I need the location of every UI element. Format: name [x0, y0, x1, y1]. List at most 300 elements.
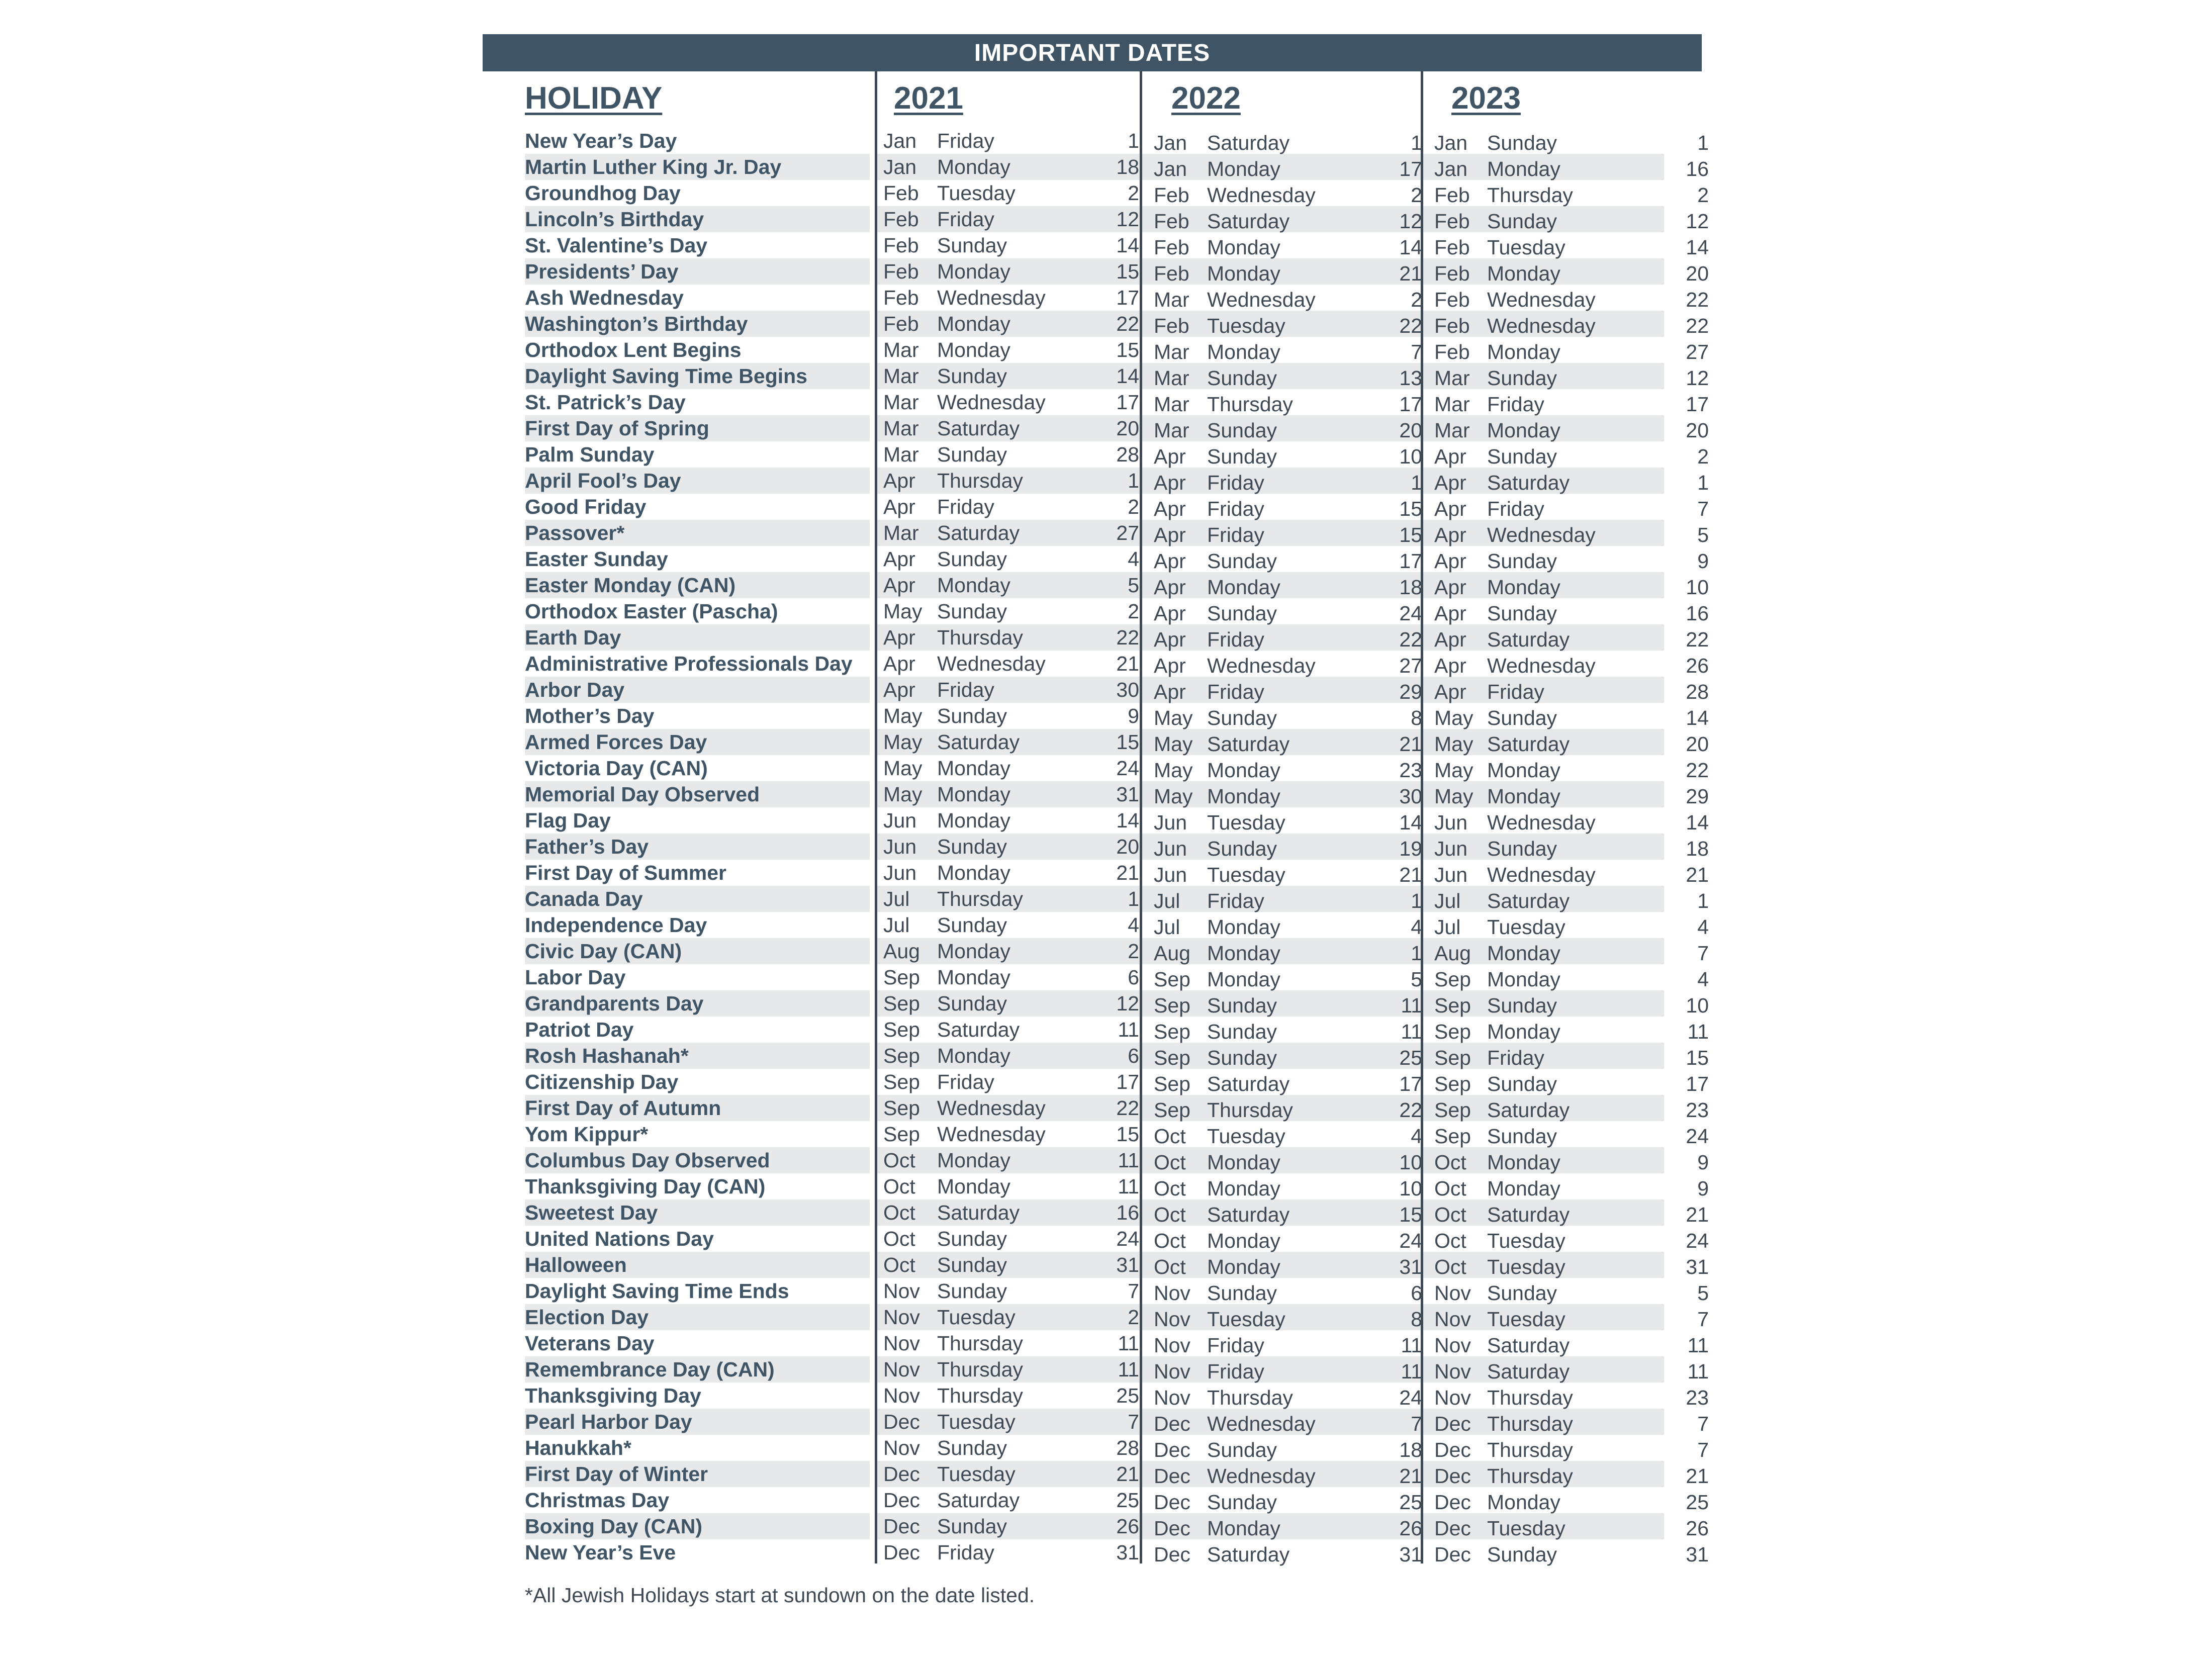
year-2022-weekday: Tuesday [1207, 314, 1285, 337]
year-2022-weekday: Sunday [1207, 1491, 1277, 1514]
holiday-name: St. Valentine’s Day [525, 234, 708, 257]
year-2021-month: Mar [883, 521, 919, 544]
year-2021-month: Apr [883, 626, 915, 649]
holiday-name: Administrative Professionals Day [525, 652, 853, 675]
year-2022-month: Jan [1154, 157, 1187, 180]
holiday-name: Presidents’ Day [525, 260, 679, 283]
year-2022-day: 2 [1411, 288, 1422, 311]
year-2022-month: Jul [1154, 915, 1180, 939]
year-2021-weekday: Sunday [937, 913, 1007, 937]
year-2023-weekday: Wednesday [1487, 811, 1596, 834]
year-2022-month: Sep [1154, 1046, 1190, 1069]
year-2023-weekday: Wednesday [1487, 288, 1596, 311]
year-2022-month: Sep [1154, 1020, 1190, 1043]
year-2021-day: 21 [1116, 861, 1139, 884]
year-2023-month: Mar [1434, 419, 1470, 442]
year-2022-day: 29 [1399, 680, 1422, 703]
year-2023-weekday: Monday [1487, 340, 1560, 363]
year-2022-day: 4 [1411, 915, 1422, 939]
year-2022-day: 21 [1399, 1464, 1422, 1488]
year-2022-day: 15 [1399, 523, 1422, 546]
year-2022-weekday: Monday [1207, 915, 1280, 939]
year-2023-day: 17 [1686, 393, 1709, 416]
holiday-name: First Day of Summer [525, 861, 726, 884]
year-2021-month: Dec [883, 1410, 920, 1433]
year-2023-weekday: Tuesday [1487, 1517, 1565, 1540]
year-2023-weekday: Friday [1487, 497, 1544, 520]
year-2023-day: 12 [1686, 210, 1709, 233]
year-2021-month: Nov [883, 1306, 920, 1329]
year-2022-day: 12 [1399, 210, 1422, 233]
holiday-name: Easter Sunday [525, 547, 668, 571]
year-2021-weekday: Sunday [937, 992, 1007, 1015]
year-2023-day: 5 [1697, 1281, 1709, 1305]
year-2021-day: 15 [1116, 338, 1139, 361]
year-2023-month: Mar [1434, 393, 1470, 416]
row-stripe [1142, 886, 1421, 912]
year-2021-weekday: Wednesday [937, 286, 1046, 309]
year-2021-day: 4 [1128, 547, 1139, 571]
holiday-name: New Year’s Day [525, 129, 677, 152]
year-2022-day: 14 [1399, 811, 1422, 834]
year-2023-day: 11 [1687, 1360, 1709, 1383]
year-2022-month: Oct [1154, 1203, 1186, 1226]
year-2022-month: Jun [1154, 863, 1187, 886]
year-2023-day: 22 [1686, 759, 1709, 782]
year-2022-day: 17 [1399, 1072, 1422, 1095]
year-2023-month: Oct [1434, 1203, 1466, 1226]
year-2023-month: Sep [1434, 1020, 1471, 1043]
year-2021-weekday: Saturday [937, 1489, 1020, 1512]
holiday-name: Martin Luther King Jr. Day [525, 155, 782, 178]
year-2023-day: 1 [1697, 889, 1709, 912]
year-2021-weekday: Friday [937, 678, 994, 701]
year-2022-weekday: Sunday [1207, 706, 1277, 729]
holiday-name: Rosh Hashanah* [525, 1044, 689, 1067]
footnote: *All Jewish Holidays start at sundown on the date listed. [525, 1584, 1035, 1607]
year-2021-month: May [883, 730, 923, 754]
holiday-name: Arbor Day [525, 678, 625, 701]
holiday-name: Washington’s Birthday [525, 312, 748, 335]
year-2021-day: 14 [1116, 809, 1139, 832]
year-2023-month: Oct [1434, 1177, 1466, 1200]
year-2023-day: 4 [1697, 915, 1709, 939]
year-2022-month: Nov [1154, 1334, 1190, 1357]
year-2022-day: 11 [1401, 994, 1422, 1017]
year-2023-month: May [1434, 732, 1473, 756]
year-2021-day: 16 [1116, 1201, 1139, 1224]
year-2021-weekday: Saturday [937, 730, 1020, 754]
year-2021-month: Nov [883, 1279, 920, 1303]
year-2022-month: Sep [1154, 968, 1190, 991]
year-2022-day: 20 [1399, 419, 1422, 442]
year-2023-month: Oct [1434, 1151, 1466, 1174]
year-2023-weekday: Saturday [1487, 889, 1570, 912]
year-2023-month: Nov [1434, 1360, 1471, 1383]
year-2022-weekday: Monday [1207, 576, 1280, 599]
year-2022-weekday: Monday [1207, 157, 1280, 180]
year-2022-weekday: Thursday [1207, 1098, 1293, 1122]
year-2021-weekday: Sunday [937, 1227, 1007, 1250]
year-2021-month: Sep [883, 1018, 920, 1041]
year-2021-day: 17 [1116, 1070, 1139, 1093]
year-2022-day: 22 [1399, 628, 1422, 651]
year-2023-weekday: Thursday [1487, 1438, 1573, 1461]
year-2022-day: 17 [1399, 157, 1422, 180]
year-2022-weekday: Sunday [1207, 366, 1277, 390]
year-2021-weekday: Monday [937, 155, 1010, 178]
year-2022-weekday: Monday [1207, 262, 1280, 285]
year-2023-day: 10 [1686, 994, 1709, 1017]
year-2021-weekday: Wednesday [937, 1123, 1046, 1146]
year-2022-weekday: Thursday [1207, 393, 1293, 416]
year-2023-month: Sep [1434, 994, 1471, 1017]
year-2023-weekday: Sunday [1487, 602, 1557, 625]
year-2022-day: 1 [1411, 131, 1422, 154]
year-2022-month: Dec [1154, 1438, 1190, 1461]
holiday-name: Good Friday [525, 495, 647, 518]
year-2021-month: May [883, 600, 923, 623]
year-2023-weekday: Monday [1487, 942, 1560, 965]
year-2022-month: Nov [1154, 1386, 1190, 1409]
year-2022-month: Jul [1154, 889, 1180, 912]
year-2021-day: 2 [1128, 495, 1139, 518]
year-2021-weekday: Thursday [937, 887, 1023, 910]
year-2023-month: Apr [1434, 497, 1466, 520]
holiday-name: Memorial Day Observed [525, 783, 760, 806]
year-2021-weekday: Monday [937, 260, 1010, 283]
year-2022-weekday: Wednesday [1207, 183, 1316, 207]
year-2023-weekday: Sunday [1487, 1072, 1557, 1095]
year-2023-month: May [1434, 785, 1473, 808]
holiday-name: Christmas Day [525, 1489, 670, 1512]
year-2022-day: 17 [1399, 393, 1422, 416]
year-2023-month: Dec [1434, 1491, 1471, 1514]
year-2021-weekday: Sunday [937, 364, 1007, 388]
year-2021-weekday: Monday [937, 312, 1010, 335]
year-2022-weekday: Sunday [1207, 445, 1277, 468]
year-2023-weekday: Sunday [1487, 131, 1557, 154]
year-2022-day: 1 [1411, 942, 1422, 965]
year-2022-weekday: Tuesday [1207, 1308, 1285, 1331]
holiday-name: Labor Day [525, 966, 626, 989]
year-2023-day: 5 [1697, 523, 1709, 546]
year-2021-weekday: Thursday [937, 1332, 1023, 1355]
year-2021-month: May [883, 704, 923, 727]
year-2021-month: Apr [883, 652, 915, 675]
year-2023-weekday: Saturday [1487, 471, 1570, 494]
holiday-name: Grandparents Day [525, 992, 704, 1015]
year-2023-weekday: Sunday [1487, 1125, 1557, 1148]
year-2023-month: Feb [1434, 262, 1470, 285]
year-2023-month: Feb [1434, 288, 1470, 311]
year-2022-weekday: Monday [1207, 1151, 1280, 1174]
holiday-name: Groundhog Day [525, 181, 681, 205]
year-2023-day: 28 [1686, 680, 1709, 703]
year-2022-weekday: Sunday [1207, 1281, 1277, 1305]
year-2021-month: Mar [883, 443, 919, 466]
year-2021-month: Sep [883, 1123, 920, 1146]
year-2023-header: 2023 [1451, 81, 1521, 116]
year-2022-month: Oct [1154, 1255, 1186, 1278]
year-2022-month: Oct [1154, 1177, 1186, 1200]
year-2022-weekday: Saturday [1207, 1543, 1290, 1566]
year-2022-day: 8 [1411, 706, 1422, 729]
year-2022-month: Feb [1154, 210, 1189, 233]
year-2023-weekday: Wednesday [1487, 523, 1596, 546]
year-2021-month: Sep [883, 966, 920, 989]
holiday-name: Earth Day [525, 626, 621, 649]
year-2021-weekday: Monday [937, 1175, 1010, 1198]
year-2021-month: Dec [883, 1489, 920, 1512]
year-2021-weekday: Tuesday [937, 1410, 1016, 1433]
year-2023-day: 14 [1686, 236, 1709, 259]
year-2021-weekday: Wednesday [937, 652, 1046, 675]
year-2023-month: Feb [1434, 314, 1470, 337]
holiday-name: Armed Forces Day [525, 730, 707, 754]
year-2023-month: Jun [1434, 811, 1468, 834]
year-2021-month: Mar [883, 417, 919, 440]
year-2021-weekday: Tuesday [937, 1306, 1016, 1329]
year-2021-day: 14 [1116, 234, 1139, 257]
year-2023-month: Sep [1434, 1046, 1471, 1069]
year-2022-weekday: Monday [1207, 1517, 1280, 1540]
year-2022-day: 23 [1399, 759, 1422, 782]
year-2023-weekday: Friday [1487, 393, 1544, 416]
year-2022-day: 15 [1399, 497, 1422, 520]
year-2022-day: 25 [1399, 1491, 1422, 1514]
year-2022-weekday: Friday [1207, 680, 1264, 703]
year-2023-day: 16 [1686, 157, 1709, 180]
year-2023-weekday: Monday [1487, 785, 1560, 808]
year-2023-month: Jan [1434, 157, 1468, 180]
year-2022-month: Nov [1154, 1360, 1190, 1383]
holiday-name: Veterans Day [525, 1332, 655, 1355]
year-2022-day: 17 [1399, 549, 1422, 573]
year-2023-day: 9 [1697, 549, 1709, 573]
year-2022-day: 15 [1399, 1203, 1422, 1226]
holiday-name: Pearl Harbor Day [525, 1410, 692, 1433]
year-2022-month: Oct [1154, 1125, 1186, 1148]
year-2021-day: 12 [1116, 208, 1139, 231]
year-2022-month: Feb [1154, 262, 1189, 285]
year-2022-month: Dec [1154, 1543, 1190, 1566]
year-2023-day: 7 [1697, 1308, 1709, 1331]
year-2021-day: 31 [1116, 1253, 1139, 1276]
year-2021-day: 2 [1128, 181, 1139, 205]
year-2021-weekday: Monday [937, 966, 1010, 989]
holiday-name: St. Patrick’s Day [525, 391, 686, 414]
holiday-name: Daylight Saving Time Ends [525, 1279, 789, 1303]
year-2023-weekday: Tuesday [1487, 236, 1565, 259]
year-2023-weekday: Sunday [1487, 706, 1557, 729]
year-2021-month: Jun [883, 809, 917, 832]
year-2023-weekday: Tuesday [1487, 1255, 1565, 1278]
year-2023-month: Dec [1434, 1412, 1471, 1435]
year-2022-weekday: Saturday [1207, 210, 1290, 233]
year-2021-weekday: Sunday [937, 443, 1007, 466]
year-2022-weekday: Monday [1207, 785, 1280, 808]
year-2022-day: 27 [1399, 654, 1422, 677]
year-2022-month: Apr [1154, 576, 1186, 599]
year-2022-day: 10 [1399, 1151, 1422, 1174]
year-2022-weekday: Monday [1207, 759, 1280, 782]
year-2023-weekday: Saturday [1487, 1098, 1570, 1122]
year-2023-weekday: Thursday [1487, 183, 1573, 207]
year-2023-day: 16 [1686, 602, 1709, 625]
year-2022-weekday: Sunday [1207, 1020, 1277, 1043]
year-2021-day: 5 [1128, 574, 1139, 597]
year-2022-weekday: Monday [1207, 236, 1280, 259]
year-2021-day: 24 [1116, 757, 1139, 780]
year-2021-day: 28 [1116, 443, 1139, 466]
year-2021-day: 26 [1116, 1515, 1139, 1538]
year-2023-weekday: Saturday [1487, 1334, 1570, 1357]
year-2022-weekday: Thursday [1207, 1386, 1293, 1409]
year-2021-weekday: Monday [937, 338, 1010, 361]
year-2023-day: 11 [1687, 1020, 1709, 1043]
holiday-name: Sweetest Day [525, 1201, 658, 1224]
year-2022-weekday: Monday [1207, 942, 1280, 965]
year-2023-month: Oct [1434, 1229, 1466, 1252]
year-2023-day: 17 [1686, 1072, 1709, 1095]
holiday-name: First Day of Spring [525, 417, 709, 440]
year-2023-day: 29 [1686, 785, 1709, 808]
year-2021-weekday: Monday [937, 1149, 1010, 1172]
year-2023-month: Apr [1434, 549, 1466, 573]
year-2023-month: Nov [1434, 1334, 1471, 1357]
year-2023-day: 7 [1697, 942, 1709, 965]
year-2021-day: 12 [1116, 992, 1139, 1015]
year-2023-day: 10 [1686, 576, 1709, 599]
year-2022-weekday: Sunday [1207, 549, 1277, 573]
year-2022-month: May [1154, 706, 1193, 729]
year-2022-weekday: Friday [1207, 628, 1264, 651]
year-2023-month: Sep [1434, 1098, 1471, 1122]
holiday-name: United Nations Day [525, 1227, 714, 1250]
year-2023-month: Dec [1434, 1543, 1471, 1566]
year-2023-month: Apr [1434, 576, 1466, 599]
year-2021-month: Feb [883, 234, 919, 257]
year-2023-day: 23 [1686, 1098, 1709, 1122]
year-2021-weekday: Sunday [937, 1279, 1007, 1303]
year-2023-month: Nov [1434, 1281, 1471, 1305]
year-2021-month: Oct [883, 1175, 915, 1198]
year-2023-month: Apr [1434, 602, 1466, 625]
year-2021-day: 21 [1116, 652, 1139, 675]
year-2021-month: Oct [883, 1149, 915, 1172]
year-2022-day: 7 [1411, 340, 1422, 363]
year-2021-month: Feb [883, 181, 919, 205]
year-2022-weekday: Wednesday [1207, 288, 1316, 311]
year-2021-day: 7 [1128, 1279, 1139, 1303]
year-2021-day: 2 [1128, 600, 1139, 623]
year-2023-month: Jul [1434, 889, 1461, 912]
year-2023-weekday: Saturday [1487, 1203, 1570, 1226]
year-2022-day: 19 [1399, 837, 1422, 860]
year-2022-month: Feb [1154, 236, 1189, 259]
year-2021-day: 2 [1128, 1306, 1139, 1329]
year-2022-month: Nov [1154, 1281, 1190, 1305]
year-2022-month: Apr [1154, 549, 1186, 573]
year-2022-month: Sep [1154, 994, 1190, 1017]
holiday-name: Orthodox Easter (Pascha) [525, 600, 778, 623]
year-2022-day: 22 [1399, 1098, 1422, 1122]
year-2021-month: Nov [883, 1358, 920, 1381]
year-2021-month: Feb [883, 312, 919, 335]
year-2021-weekday: Sunday [937, 234, 1007, 257]
year-2021-month: Aug [883, 940, 920, 963]
year-2021-weekday: Sunday [937, 704, 1007, 727]
year-2023-weekday: Saturday [1487, 732, 1570, 756]
year-2023-weekday: Thursday [1487, 1412, 1573, 1435]
year-2021-month: Nov [883, 1436, 920, 1459]
year-2023-weekday: Sunday [1487, 1543, 1557, 1566]
year-2023-day: 1 [1697, 471, 1709, 494]
year-2023-month: Jan [1434, 131, 1468, 154]
year-2021-weekday: Tuesday [937, 181, 1016, 205]
year-2022-month: Jun [1154, 837, 1187, 860]
year-2023-weekday: Saturday [1487, 628, 1570, 651]
year-2022-weekday: Saturday [1207, 732, 1290, 756]
year-2022-weekday: Monday [1207, 968, 1280, 991]
year-2021-day: 22 [1116, 312, 1139, 335]
year-2021-day: 9 [1128, 704, 1139, 727]
year-2022-weekday: Wednesday [1207, 1412, 1316, 1435]
year-2021-weekday: Thursday [937, 626, 1023, 649]
year-2022-month: Apr [1154, 523, 1186, 546]
year-2021-day: 22 [1116, 626, 1139, 649]
year-2023-day: 14 [1686, 811, 1709, 834]
year-2021-month: Oct [883, 1253, 915, 1276]
year-2022-month: Nov [1154, 1308, 1190, 1331]
year-2021-month: Oct [883, 1227, 915, 1250]
year-2021-day: 6 [1128, 966, 1139, 989]
year-2023-weekday: Tuesday [1487, 915, 1565, 939]
year-2021-day: 27 [1116, 521, 1139, 544]
year-2023-month: Jun [1434, 863, 1468, 886]
year-2021-month: May [883, 757, 923, 780]
year-2022-month: Sep [1154, 1098, 1190, 1122]
year-2021-weekday: Monday [937, 861, 1010, 884]
year-2021-day: 11 [1118, 1018, 1139, 1041]
year-2021-weekday: Tuesday [937, 1462, 1016, 1486]
year-2021-month: Oct [883, 1201, 915, 1224]
year-2023-month: Aug [1434, 942, 1471, 965]
year-2023-weekday: Sunday [1487, 366, 1557, 390]
year-2023-day: 15 [1686, 1046, 1709, 1069]
year-2021-day: 1 [1128, 887, 1139, 910]
year-2021-weekday: Friday [937, 1070, 994, 1093]
year-2021-header: 2021 [894, 81, 963, 116]
year-2021-weekday: Sunday [937, 1436, 1007, 1459]
year-2022-weekday: Sunday [1207, 602, 1277, 625]
holiday-name: Thanksgiving Day [525, 1384, 701, 1407]
year-2022-day: 8 [1411, 1308, 1422, 1331]
year-2023-weekday: Friday [1487, 1046, 1544, 1069]
year-2021-weekday: Thursday [937, 1358, 1023, 1381]
year-2021-day: 31 [1116, 1541, 1139, 1564]
year-2022-month: Jun [1154, 811, 1187, 834]
year-2021-weekday: Wednesday [937, 391, 1046, 414]
year-2022-weekday: Friday [1207, 1334, 1264, 1357]
year-2021-weekday: Friday [937, 129, 994, 152]
year-2022-month: Apr [1154, 654, 1186, 677]
year-2023-day: 4 [1697, 968, 1709, 991]
year-2023-month: Dec [1434, 1464, 1471, 1488]
year-2021-weekday: Monday [937, 757, 1010, 780]
year-2023-weekday: Monday [1487, 1020, 1560, 1043]
